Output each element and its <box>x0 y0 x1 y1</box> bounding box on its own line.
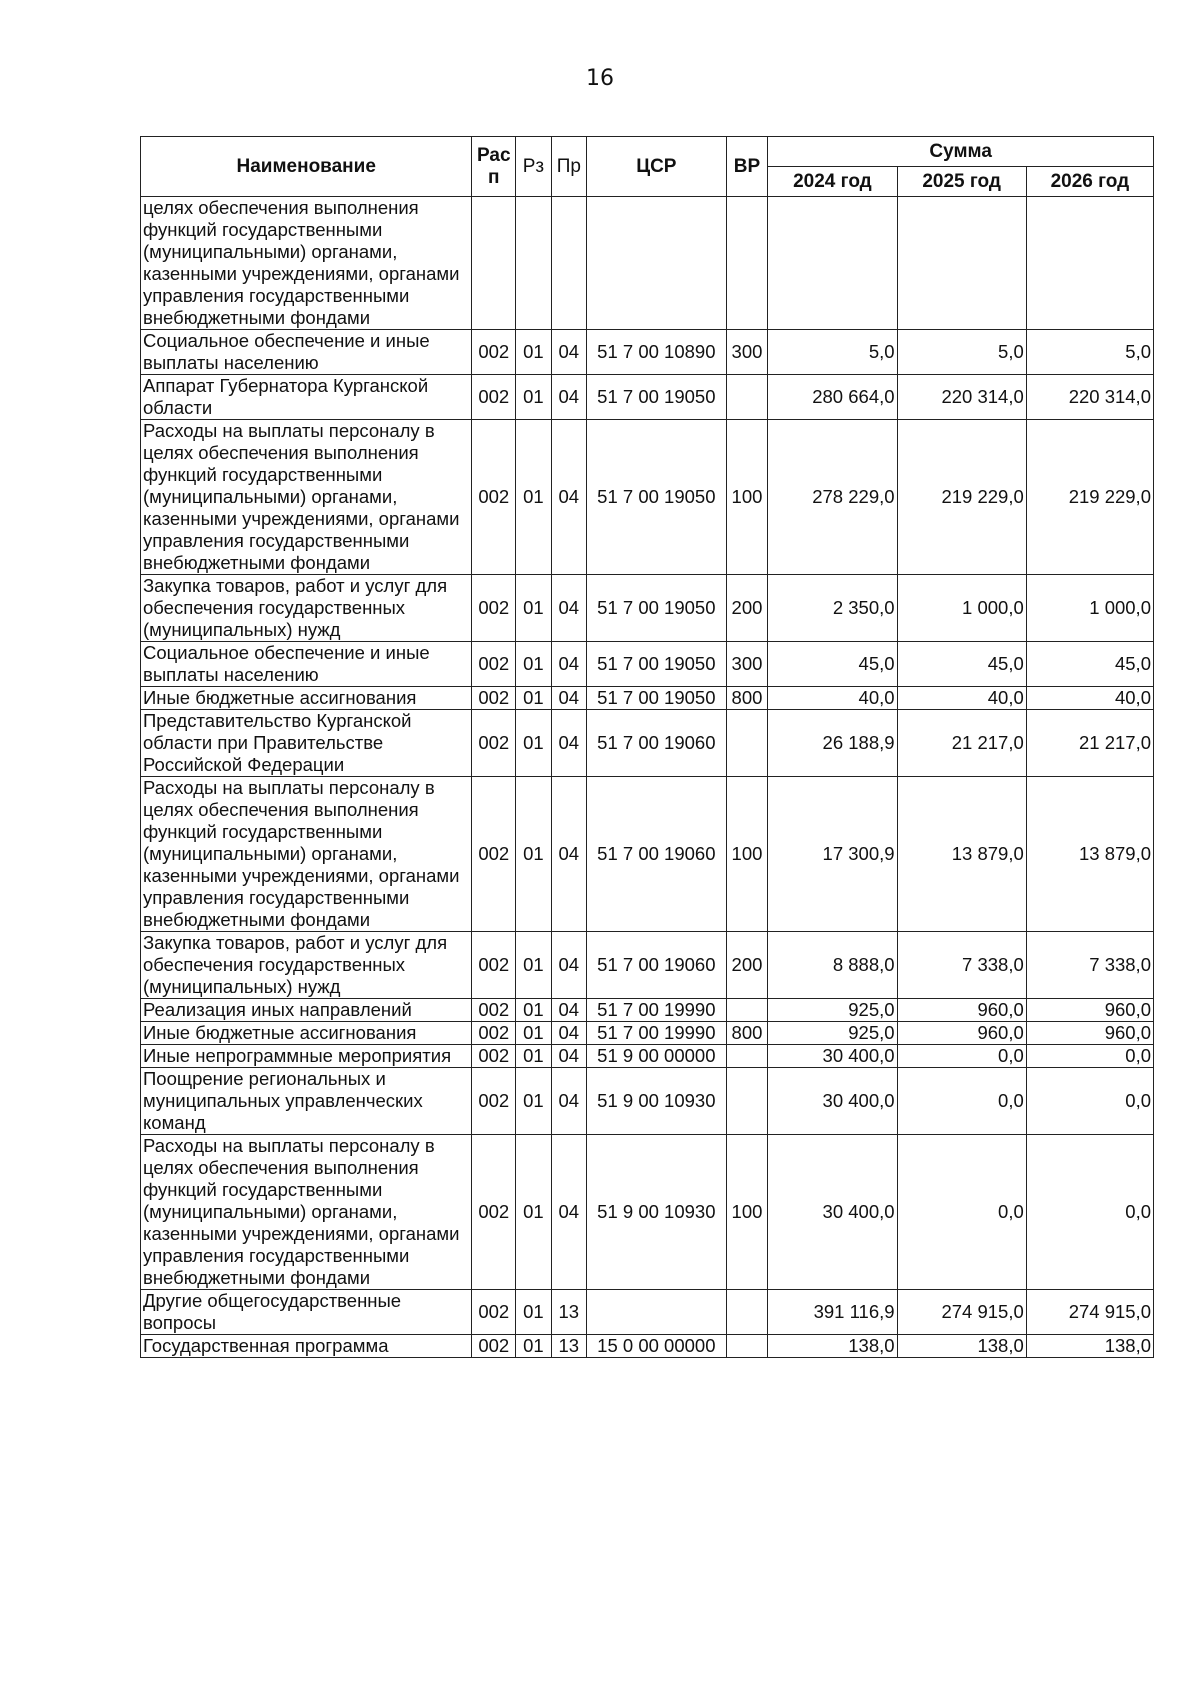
row-sum-2025: 138,0 <box>897 1335 1026 1358</box>
row-sum-2026: 0,0 <box>1026 1045 1153 1068</box>
row-csr: 51 7 00 19060 <box>587 777 727 932</box>
row-pr: 04 <box>551 375 586 420</box>
header-2026: 2026 год <box>1026 167 1153 197</box>
row-sum-2025: 1 000,0 <box>897 575 1026 642</box>
row-name: Социальное обеспечение и иные выплаты населению <box>141 642 472 687</box>
row-rz: 01 <box>516 687 551 710</box>
header-pr: Пр <box>551 137 586 197</box>
row-sum-2026: 1 000,0 <box>1026 575 1153 642</box>
table-row <box>141 1335 1154 1358</box>
row-name: Поощрение региональных и муниципальных управленческих команд <box>141 1068 472 1135</box>
table-row <box>141 687 1154 710</box>
header-2024: 2024 год <box>768 167 897 197</box>
row-name: Реализация иных направлений <box>141 999 472 1022</box>
row-rz: 01 <box>516 1045 551 1068</box>
row-sum-2024: 925,0 <box>768 1022 897 1045</box>
row-rz: 01 <box>516 1068 551 1135</box>
row-csr: 51 7 00 19050 <box>587 575 727 642</box>
row-rasp: 002 <box>472 932 516 999</box>
row-name: Иные бюджетные ассигнования <box>141 1022 472 1045</box>
table-row <box>141 1022 1154 1045</box>
row-pr: 04 <box>551 1022 586 1045</box>
row-vr <box>726 1335 768 1358</box>
row-rz: 01 <box>516 999 551 1022</box>
row-rz: 01 <box>516 1135 551 1290</box>
row-pr: 13 <box>551 1290 586 1335</box>
row-rasp: 002 <box>472 1068 516 1135</box>
row-sum-2025: 40,0 <box>897 687 1026 710</box>
row-csr <box>587 197 727 330</box>
table-row <box>141 197 1154 330</box>
row-vr <box>726 1045 768 1068</box>
row-pr <box>551 197 586 330</box>
row-rz: 01 <box>516 575 551 642</box>
row-rasp: 002 <box>472 375 516 420</box>
row-sum-2025: 7 338,0 <box>897 932 1026 999</box>
row-pr: 04 <box>551 1135 586 1290</box>
row-sum-2026: 13 879,0 <box>1026 777 1153 932</box>
row-csr <box>587 1290 727 1335</box>
row-sum-2024: 45,0 <box>768 642 897 687</box>
row-sum-2024: 278 229,0 <box>768 420 897 575</box>
row-pr: 04 <box>551 1045 586 1068</box>
row-sum-2024: 26 188,9 <box>768 710 897 777</box>
row-sum-2024: 280 664,0 <box>768 375 897 420</box>
row-rasp: 002 <box>472 420 516 575</box>
row-vr: 200 <box>726 932 768 999</box>
row-sum-2026: 0,0 <box>1026 1135 1153 1290</box>
row-pr: 04 <box>551 420 586 575</box>
row-vr: 300 <box>726 642 768 687</box>
row-sum-2024: 30 400,0 <box>768 1135 897 1290</box>
row-vr <box>726 197 768 330</box>
row-vr <box>726 1068 768 1135</box>
row-csr: 51 7 00 19050 <box>587 375 727 420</box>
row-csr: 51 7 00 19050 <box>587 420 727 575</box>
row-sum-2026: 274 915,0 <box>1026 1290 1153 1335</box>
row-sum-2026: 45,0 <box>1026 642 1153 687</box>
row-vr: 200 <box>726 575 768 642</box>
row-pr: 04 <box>551 710 586 777</box>
table-row <box>141 999 1154 1022</box>
row-name: Закупка товаров, работ и услуг для обеспечения государственных (муниципальных) нужд <box>141 575 472 642</box>
row-sum-2026: 7 338,0 <box>1026 932 1153 999</box>
row-vr: 800 <box>726 687 768 710</box>
row-sum-2026: 40,0 <box>1026 687 1153 710</box>
row-pr: 04 <box>551 687 586 710</box>
header-rasp: Рас п <box>472 137 516 197</box>
table-row <box>141 375 1154 420</box>
row-sum-2024: 925,0 <box>768 999 897 1022</box>
row-rasp: 002 <box>472 642 516 687</box>
row-csr: 51 9 00 10930 <box>587 1068 727 1135</box>
row-pr: 04 <box>551 932 586 999</box>
row-sum-2024 <box>768 197 897 330</box>
row-csr: 51 7 00 19050 <box>587 687 727 710</box>
row-sum-2026: 219 229,0 <box>1026 420 1153 575</box>
row-csr: 51 7 00 19060 <box>587 710 727 777</box>
row-vr <box>726 710 768 777</box>
row-csr: 51 7 00 10890 <box>587 330 727 375</box>
row-sum-2024: 8 888,0 <box>768 932 897 999</box>
row-pr: 04 <box>551 999 586 1022</box>
row-rasp: 002 <box>472 1045 516 1068</box>
row-pr: 04 <box>551 777 586 932</box>
row-name: Представительство Курганской области при Правительстве Российской Федерации <box>141 710 472 777</box>
table-row <box>141 575 1154 642</box>
row-sum-2024: 5,0 <box>768 330 897 375</box>
row-name: Расходы на выплаты персоналу в целях обеспечения выполнения функций государственными (муниципальными) органами, казенными учреждениями, органами управления государственными внебюджетными фондами <box>141 420 472 575</box>
row-sum-2025 <box>897 197 1026 330</box>
row-pr: 04 <box>551 642 586 687</box>
header-csr: ЦСР <box>587 137 727 197</box>
row-sum-2025: 960,0 <box>897 1022 1026 1045</box>
table-row <box>141 330 1154 375</box>
row-pr: 04 <box>551 330 586 375</box>
page-number: 16 <box>586 66 614 91</box>
row-name: Расходы на выплаты персоналу в целях обеспечения выполнения функций государственными (муниципальными) органами, казенными учреждениями, органами управления государственными внебюджетными фондами <box>141 777 472 932</box>
row-sum-2026: 0,0 <box>1026 1068 1153 1135</box>
row-rasp: 002 <box>472 575 516 642</box>
row-pr: 04 <box>551 575 586 642</box>
row-csr: 51 7 00 19990 <box>587 999 727 1022</box>
row-rz: 01 <box>516 777 551 932</box>
row-rasp: 002 <box>472 1135 516 1290</box>
row-sum-2025: 274 915,0 <box>897 1290 1026 1335</box>
row-rz: 01 <box>516 375 551 420</box>
row-sum-2026: 21 217,0 <box>1026 710 1153 777</box>
header-name: Наименование <box>141 137 472 197</box>
row-name: Иные бюджетные ассигнования <box>141 687 472 710</box>
row-rz: 01 <box>516 710 551 777</box>
row-name: Социальное обеспечение и иные выплаты населению <box>141 330 472 375</box>
row-sum-2024: 17 300,9 <box>768 777 897 932</box>
row-vr: 100 <box>726 420 768 575</box>
row-sum-2024: 2 350,0 <box>768 575 897 642</box>
row-name: Другие общегосударственные вопросы <box>141 1290 472 1335</box>
row-rz: 01 <box>516 1290 551 1335</box>
table-row <box>141 1135 1154 1290</box>
row-sum-2025: 13 879,0 <box>897 777 1026 932</box>
table-row <box>141 777 1154 932</box>
row-rasp: 002 <box>472 777 516 932</box>
row-sum-2026: 960,0 <box>1026 1022 1153 1045</box>
row-sum-2024: 40,0 <box>768 687 897 710</box>
row-sum-2024: 30 400,0 <box>768 1068 897 1135</box>
table-row <box>141 642 1154 687</box>
row-vr <box>726 999 768 1022</box>
row-sum-2025: 5,0 <box>897 330 1026 375</box>
header-vr: ВР <box>726 137 768 197</box>
row-pr: 04 <box>551 1068 586 1135</box>
table-body <box>141 197 1154 1358</box>
row-rz: 01 <box>516 642 551 687</box>
row-csr: 51 7 00 19050 <box>587 642 727 687</box>
row-rz: 01 <box>516 932 551 999</box>
row-rz <box>516 197 551 330</box>
row-vr <box>726 1290 768 1335</box>
row-name: Закупка товаров, работ и услуг для обеспечения государственных (муниципальных) нужд <box>141 932 472 999</box>
row-vr: 100 <box>726 1135 768 1290</box>
row-sum-2026: 5,0 <box>1026 330 1153 375</box>
row-sum-2025: 0,0 <box>897 1045 1026 1068</box>
table-row <box>141 1290 1154 1335</box>
row-rz: 01 <box>516 1022 551 1045</box>
budget-table <box>140 136 1154 1358</box>
row-sum-2025: 960,0 <box>897 999 1026 1022</box>
row-rasp: 002 <box>472 330 516 375</box>
row-name: Аппарат Губернатора Курганской области <box>141 375 472 420</box>
row-sum-2025: 45,0 <box>897 642 1026 687</box>
header-2025: 2025 год <box>897 167 1026 197</box>
row-rz: 01 <box>516 330 551 375</box>
table-header <box>141 137 1154 197</box>
row-sum-2026: 960,0 <box>1026 999 1153 1022</box>
row-rasp: 002 <box>472 999 516 1022</box>
header-rz: Рз <box>516 137 551 197</box>
row-sum-2025: 0,0 <box>897 1068 1026 1135</box>
row-name: целях обеспечения выполнения функций государственными (муниципальными) органами, казенными учреждениями, органами управления государственными внебюджетными фондами <box>141 197 472 330</box>
row-rasp: 002 <box>472 1022 516 1045</box>
table-row <box>141 420 1154 575</box>
row-sum-2026 <box>1026 197 1153 330</box>
row-sum-2024: 138,0 <box>768 1335 897 1358</box>
row-csr: 51 9 00 10930 <box>587 1135 727 1290</box>
row-sum-2025: 0,0 <box>897 1135 1026 1290</box>
row-rasp: 002 <box>472 1335 516 1358</box>
row-sum-2025: 220 314,0 <box>897 375 1026 420</box>
row-pr: 13 <box>551 1335 586 1358</box>
row-rz: 01 <box>516 1335 551 1358</box>
row-name: Расходы на выплаты персоналу в целях обеспечения выполнения функций государственными (муниципальными) органами, казенными учреждениями, органами управления государственными внебюджетными фондами <box>141 1135 472 1290</box>
row-rasp: 002 <box>472 687 516 710</box>
row-csr: 15 0 00 00000 <box>587 1335 727 1358</box>
row-vr: 800 <box>726 1022 768 1045</box>
table-row <box>141 710 1154 777</box>
row-sum-2026: 138,0 <box>1026 1335 1153 1358</box>
row-vr: 100 <box>726 777 768 932</box>
row-name: Государственная программа <box>141 1335 472 1358</box>
row-csr: 51 7 00 19060 <box>587 932 727 999</box>
row-sum-2025: 219 229,0 <box>897 420 1026 575</box>
row-rasp <box>472 197 516 330</box>
row-csr: 51 7 00 19990 <box>587 1022 727 1045</box>
row-sum-2025: 21 217,0 <box>897 710 1026 777</box>
table-row <box>141 1045 1154 1068</box>
row-csr: 51 9 00 00000 <box>587 1045 727 1068</box>
table-row <box>141 932 1154 999</box>
header-sum: Сумма <box>768 137 1154 167</box>
table-row <box>141 1068 1154 1135</box>
row-rasp: 002 <box>472 710 516 777</box>
row-vr: 300 <box>726 330 768 375</box>
row-rz: 01 <box>516 420 551 575</box>
row-vr <box>726 375 768 420</box>
row-name: Иные непрограммные мероприятия <box>141 1045 472 1068</box>
row-sum-2024: 391 116,9 <box>768 1290 897 1335</box>
row-rasp: 002 <box>472 1290 516 1335</box>
row-sum-2024: 30 400,0 <box>768 1045 897 1068</box>
row-sum-2026: 220 314,0 <box>1026 375 1153 420</box>
